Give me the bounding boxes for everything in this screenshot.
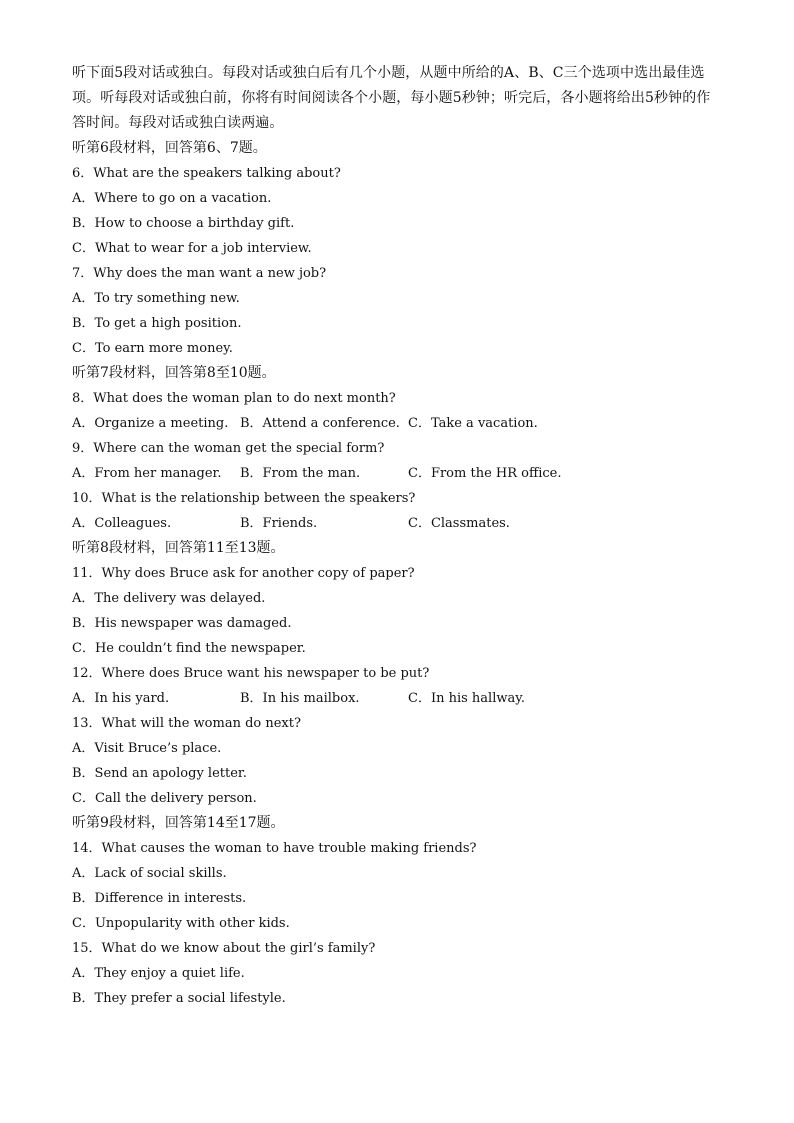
- option-a: A．Lack of social skills.: [72, 866, 227, 881]
- question-11: [72, 561, 722, 661]
- question-6: [72, 161, 722, 261]
- question-stem: 14．What causes the woman to have trouble making friends?: [72, 841, 477, 856]
- option-b: B．To get a high position.: [72, 316, 242, 331]
- options-row: [72, 686, 722, 711]
- option-b: B．Send an apology letter.: [72, 766, 247, 781]
- question-stem: 7．Why does the man want a new job?: [72, 266, 327, 281]
- option-a: A．They enjoy a quiet life.: [72, 966, 245, 981]
- question-stem: 9．Where can the woman get the special form?: [72, 441, 385, 456]
- question-7: [72, 261, 722, 361]
- question-stem: 11．Why does Bruce ask for another copy of paper?: [72, 566, 415, 581]
- option-a: A．Visit Bruce’s place.: [72, 741, 222, 756]
- option-c: C．Take a vacation.: [408, 416, 538, 431]
- question-15: [72, 936, 722, 1011]
- question-8: [72, 386, 722, 436]
- question-stem: 13．What will the woman do next?: [72, 716, 301, 731]
- instructions: 听下面5段对话或独白。每段对话或独白后有几个小题，从题中所给的A、B、C三个选项中选出最佳选项。听每段对话或独白前，你将有时间阅读各个小题，每小题5秒钟；听完后，各小题将给出5秒钟的作答时间。每段对话或独白读两遍。: [72, 65, 711, 131]
- question-stem: 12．Where does Bruce want his newspaper to be put?: [72, 666, 430, 681]
- option-a: A．From her manager.: [72, 466, 222, 481]
- option-c: C．In his hallway.: [408, 691, 525, 706]
- question-9: [72, 436, 722, 486]
- option-c: C．Call the delivery person.: [72, 791, 257, 806]
- option-a: A．Organize a meeting.: [72, 416, 229, 431]
- option-b: B．His newspaper was damaged.: [72, 616, 292, 631]
- question-12: [72, 661, 722, 711]
- option-a: A．Colleagues.: [72, 516, 172, 531]
- option-c: C．Unpopularity with other kids.: [72, 916, 290, 931]
- option-b: B．In his mailbox.: [240, 691, 360, 706]
- option-c: C．Classmates.: [408, 516, 510, 531]
- option-b: B．Friends.: [240, 516, 318, 531]
- option-c: C．To earn more money.: [72, 341, 233, 356]
- question-14: [72, 836, 722, 936]
- options-row: [72, 411, 722, 436]
- section-8-heading: 听第8段材料，回答第11至13题。: [72, 540, 285, 556]
- option-b: B．From the man.: [240, 466, 361, 481]
- options-row: [72, 461, 722, 486]
- section-7-heading: 听第7段材料，回答第8至10题。: [72, 365, 276, 381]
- option-c: C．From the HR office.: [408, 466, 562, 481]
- option-a: A．To try something new.: [72, 291, 240, 306]
- question-stem: 10．What is the relationship between the speakers?: [72, 491, 416, 506]
- exam-page: [72, 61, 722, 1011]
- option-b: B．Attend a conference.: [240, 416, 400, 431]
- question-stem: 8．What does the woman plan to do next month?: [72, 391, 396, 406]
- section-6-heading: 听第6段材料，回答第6、7题。: [72, 140, 267, 156]
- option-b: B．Difference in interests.: [72, 891, 247, 906]
- option-c: C．He couldn’t find the newspaper.: [72, 641, 306, 656]
- option-b: B．They prefer a social lifestyle.: [72, 991, 286, 1006]
- option-a: A．The delivery was delayed.: [72, 591, 266, 606]
- question-stem: 6．What are the speakers talking about?: [72, 166, 341, 181]
- option-a: A．In his yard.: [72, 691, 170, 706]
- option-a: A．Where to go on a vacation.: [72, 191, 272, 206]
- question-stem: 15．What do we know about the girl’s family?: [72, 941, 376, 956]
- question-10: [72, 486, 722, 536]
- section-9-heading: 听第9段材料，回答第14至17题。: [72, 815, 285, 831]
- option-c: C．What to wear for a job interview.: [72, 241, 312, 256]
- option-b: B．How to choose a birthday gift.: [72, 216, 295, 231]
- question-13: [72, 711, 722, 811]
- options-row: [72, 511, 722, 536]
